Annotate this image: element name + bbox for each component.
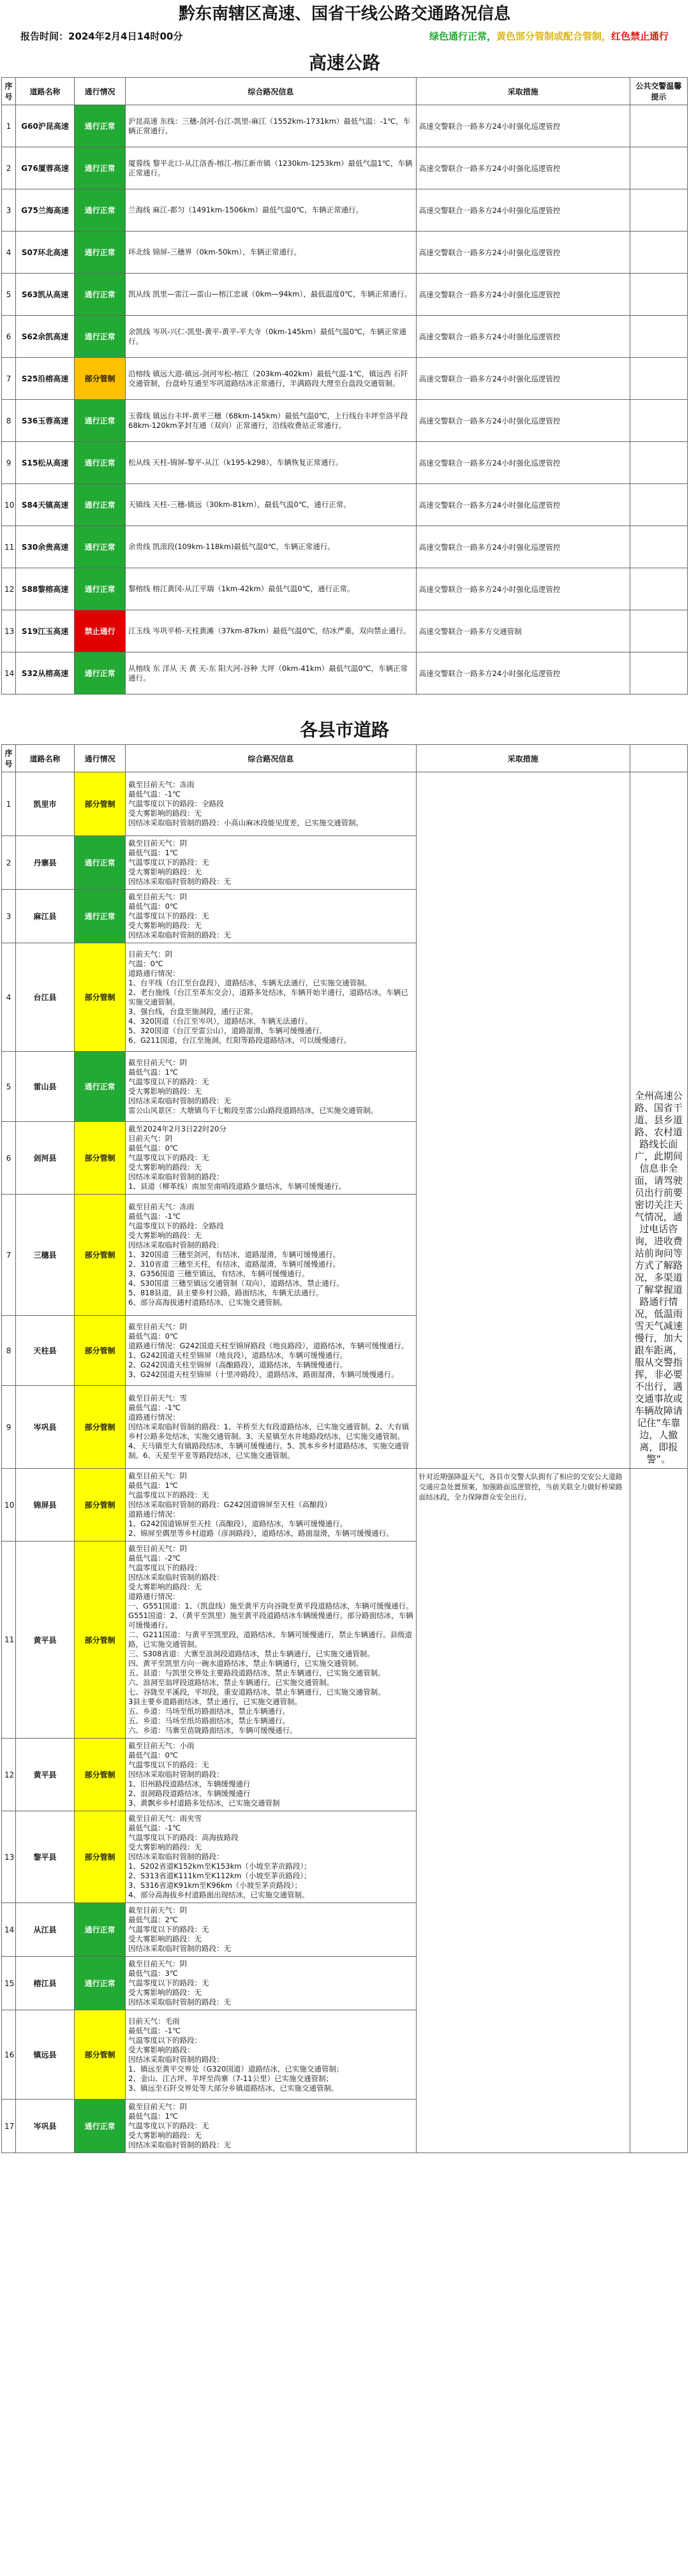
county-name: 凯里市	[16, 772, 75, 836]
status-badge: 通行正常	[75, 400, 126, 442]
road-info: 截至目前天气：雪 最低气温：-1℃ 道路通行情况： 因结冰采取临时管制的路段：1、羊桥至大有段道路结冰，已实施交通管制。2、大有镇乡村公路多处结冰，实施交通管制。3、天星镇至水井地路段结冰，已实施交通管制。4、天马镇至大有镇路段结冰，车辆可缓慢通行。5、凯本乡乡村道路结冰，实施交通管制。6、天星至平亚等路段结冰，已实施交通管制。	[126, 1386, 416, 1469]
road-info: 截至目前天气：阴 最低气温：3℃ 气温零度以下的路段：无 受大雾影响的路段：无 因结冰采取临时管制的路段：无	[126, 1957, 416, 2010]
road-info: 沿榕线 镇远大道-镇远-剑河岑松-榕江（203km-402km）最低气温-1℃，镇远西 石阡交通管制，台盘岭互通至岑巩道路结冰正常通行，半满路段大理至台盘段交通管制。	[126, 358, 416, 400]
road-info: 截至目前天气：阴 最低气温：0℃ 道路通行情况：G242国道天柱至锦屏路段（地良路段），道路结冰，车辆可缓慢通行。 1、G242国道天柱至锦屏（地良段），道路结冰，车辆可缓慢通行。 2、G242国道天柱至锦屏（高酿路段），道路结冰，车辆缓慢通行。 3、G242国道天柱至锦屏（十里冲路段），道路结冰，路面湿滑，车辆可缓慢通行。	[126, 1316, 416, 1386]
status-badge: 部分管制	[75, 1811, 126, 1903]
measure-text: 高速交警联合一路多方24小时强化巡逻管控	[416, 652, 630, 695]
measure-text: 高速交警联合一路多方24小时强化巡逻管控	[416, 316, 630, 358]
empty-cell	[630, 1469, 687, 2153]
county-measure	[416, 772, 630, 1469]
row-index: 8	[2, 1316, 16, 1386]
empty-cell	[630, 526, 687, 568]
row-index: 15	[2, 1957, 16, 2010]
status-badge: 通行正常	[75, 1903, 126, 1957]
measure-text: 高速交警联合一路多方24小时强化巡逻管控	[416, 358, 630, 400]
empty-cell	[630, 652, 687, 695]
table-row	[2, 484, 688, 526]
road-info: 截至目前天气：雨夹雪 最低气温：-1℃ 气温零度以下的路段：高海拔路段 受大雾影响的路段：无 因结冰采取临时管制的路段： 1、S202省道K152km至K153km（小坡至茅贡路段）； 2、S313省道K111km至K112km（小坡至茅贡路段）； 3、S316省道K91km至K96km（小坡至茅贡路段）； 4、部分高海拔乡村道路面出现结冰，已实施交通管制。	[126, 1811, 416, 1903]
column-header: 道路名称	[16, 745, 75, 772]
status-badge: 通行正常	[75, 484, 126, 526]
empty-cell	[630, 358, 687, 400]
measure-text: 高速交警联合一路多方24小时强化巡逻管控	[416, 274, 630, 316]
measure-text: 高速交警联合一路多方24小时强化巡逻管控	[416, 105, 630, 147]
table-row	[2, 1469, 688, 1542]
status-badge: 部分管制	[75, 772, 126, 836]
row-index: 11	[2, 1542, 16, 1739]
empty-cell	[630, 442, 687, 484]
county-name: 丹寨县	[16, 836, 75, 890]
table-row	[2, 568, 688, 610]
status-badge: 部分管制	[75, 1542, 126, 1739]
status-badge: 部分管制	[75, 1195, 126, 1316]
row-index: 7	[2, 1195, 16, 1316]
county-name: 黎平县	[16, 1811, 75, 1903]
row-index: 8	[2, 400, 16, 442]
road-info: 目前天气：毛雨 最低气温：-1℃ 气温零度以下的路段： 受大雾影响的路段： 因结冰采取临时管制的路段： 1、镇远至黄平交界处（G320国道）道路结冰，已实施交通管制； 2、金山、江古坪、羊坪至尚寨（7-11公里）已实施交通管制； 3、镇远至石阡交界处等大部分乡镇道路结冰，已实施交通管制。	[126, 2010, 416, 2100]
status-badge: 通行正常	[75, 147, 126, 189]
county-side-note: 针对近期强降温天气，各县市交警大队拥有了相应的交安公大道路交通应急处置预案，加强路面巡逻管控，当前关联全力做好桥梁路面结冰段，全力保障群众安全出行。	[416, 1469, 630, 2153]
row-index: 13	[2, 1811, 16, 1903]
column-header: 综合路况信息	[126, 78, 416, 105]
side-tip: 全州高速公路、国省干道、县乡道路、农村道路线长面广，此期间信息非全面，请驾驶员出行前要密切关注天气情况，通过电话咨询，进收费站前询问等方式了解路况，多渠道了解掌握道路通行情况，低温雨雪天气减速慢行，加大跟车距离，服从交警指挥，非必要不出行，遇交通事故或车辆故障请记住“车靠边，人撤离，即报警”。	[630, 772, 687, 1469]
row-index: 2	[2, 147, 16, 189]
status-badge: 部分管制	[75, 1739, 126, 1811]
status-badge: 通行正常	[75, 526, 126, 568]
row-index: 14	[2, 652, 16, 695]
road-name: S25沿榕高速	[16, 358, 75, 400]
column-header: 公共交警温馨提示	[630, 78, 687, 105]
road-info: 环北线 锦屏-三穗界（0km-50km），车辆正常通行。	[126, 232, 416, 274]
highway-table	[1, 77, 688, 695]
row-index: 2	[2, 836, 16, 890]
status-badge: 通行正常	[75, 568, 126, 610]
county-name: 岑巩县	[16, 2100, 75, 2153]
row-index: 7	[2, 358, 16, 400]
empty-cell	[630, 105, 687, 147]
empty-cell	[630, 610, 687, 652]
report-meta	[1, 26, 688, 47]
status-badge: 通行正常	[75, 1052, 126, 1122]
road-name: S88黎榕高速	[16, 568, 75, 610]
row-index: 4	[2, 943, 16, 1052]
row-index: 3	[2, 189, 16, 232]
empty-cell	[630, 400, 687, 442]
status-badge: 通行正常	[75, 274, 126, 316]
road-info: 余贵线 凯滚段(109km-118km)最低气温0℃，车辆正常通行。	[126, 526, 416, 568]
road-info: 截至目前天气：小雨 最低气温：0℃ 气温零度以下的路段：无 因结冰采取临时管制的路段： 1、旧州路段道路结冰，车辆缓慢通行 2、浪洞路段道路结冰，车辆缓慢通行 3、黄飘乡乡村道路多处结冰，已实施交通管制	[126, 1739, 416, 1811]
county-name: 黄平县	[16, 1739, 75, 1811]
county-name: 剑河县	[16, 1122, 75, 1195]
status-badge: 通行正常	[75, 189, 126, 232]
road-name: S84天镇高速	[16, 484, 75, 526]
table-row	[2, 442, 688, 484]
row-index: 9	[2, 442, 16, 484]
empty-cell	[630, 147, 687, 189]
table-row	[2, 400, 688, 442]
row-index: 1	[2, 772, 16, 836]
road-info: 从榕线 东 洋从 天 黄 天-东 阳大河-谷种 大坪（0km-41km）最低气温0℃，车辆正常通行。	[126, 652, 416, 695]
status-badge: 部分管制	[75, 2010, 126, 2100]
column-header: 采取措施	[416, 78, 630, 105]
row-index: 10	[2, 484, 16, 526]
status-badge: 部分管制	[75, 1122, 126, 1195]
column-header: 序号	[2, 78, 16, 105]
row-index: 11	[2, 526, 16, 568]
road-info: 江玉线 岑巩平桥-天柱黄滩（37km-87km）最低气温0℃，结冰严重，双向禁止通行。	[126, 610, 416, 652]
row-index: 3	[2, 890, 16, 943]
status-badge: 通行正常	[75, 316, 126, 358]
road-name: S30余贵高速	[16, 526, 75, 568]
road-info: 截至目前天气：阴 最低气温：1℃ 气温零度以下的路段：无 受大雾影响的路段：无 因结冰采取临时管制的路段：无	[126, 836, 416, 890]
table-row	[2, 526, 688, 568]
table-row	[2, 274, 688, 316]
row-index: 10	[2, 1469, 16, 1542]
road-info: 黎榕线 榕江黄冈-从江平瑞（1km-42km）最低气温0℃，通行正常。	[126, 568, 416, 610]
county-name: 三穗县	[16, 1195, 75, 1316]
legend-yellow: 黄色部分管制或配合管制，	[496, 31, 611, 42]
county-table-header	[2, 745, 688, 772]
road-name: S15松从高速	[16, 442, 75, 484]
road-name: G60沪昆高速	[16, 105, 75, 147]
status-badge: 通行正常	[75, 105, 126, 147]
table-row	[2, 147, 688, 189]
status-badge: 禁止通行	[75, 610, 126, 652]
road-info: 松从线 天柱-锦屏-黎平-从江（k195-k298），车辆恢复正常通行。	[126, 442, 416, 484]
county-name: 天柱县	[16, 1316, 75, 1386]
table-row	[2, 232, 688, 274]
status-badge: 部分管制	[75, 1316, 126, 1386]
column-header: 序号	[2, 745, 16, 772]
road-info: 截至目前天气：阴 最低气温：1℃ 气温零度以下的路段：无 受大雾影响的路段：无 因结冰采取临时管制的路段：无 雷公山风景区：大塘镇乌干七粮段至雷公山路段道路结冰，已实施交通管制。	[126, 1052, 416, 1122]
road-info: 沪昆高速 东线：三穗-剑河-台江-凯里-麻江（1552km-1731km）最低气温：-1℃，车辆正常通行。	[126, 105, 416, 147]
county-name: 麻江县	[16, 890, 75, 943]
road-info: 厦蓉线 黎平北口-从江洛香-榕江-榕江新市镇（1230km-1253km）最低气温1℃，车辆正常通行。	[126, 147, 416, 189]
status-badge: 通行正常	[75, 890, 126, 943]
highway-table-header	[2, 78, 688, 105]
table-row	[2, 105, 688, 147]
table-row	[2, 358, 688, 400]
row-index: 5	[2, 1052, 16, 1122]
measure-text: 高速交警联合一路多方24小时强化巡逻管控	[416, 232, 630, 274]
measure-text: 高速交警联合一路多方24小时强化巡逻管控	[416, 147, 630, 189]
empty-cell	[630, 484, 687, 526]
measure-text: 高速交警联合一路多方24小时强化巡逻管控	[416, 484, 630, 526]
status-badge: 通行正常	[75, 836, 126, 890]
row-index: 5	[2, 274, 16, 316]
column-header: 道路名称	[16, 78, 75, 105]
empty-cell	[630, 316, 687, 358]
measure-text: 高速交警联合一路多方24小时强化巡逻管控	[416, 400, 630, 442]
measure-text: 高速交警联合一路多方24小时强化巡逻管控	[416, 189, 630, 232]
row-index: 6	[2, 1122, 16, 1195]
county-name: 从江县	[16, 1903, 75, 1957]
road-name: S07环北高速	[16, 232, 75, 274]
road-info: 截至目前天气：阴 最低气温：2℃ 气温零度以下的路段：无 受大雾影响的路段：无 因结冰采取临时管制的路段：无	[126, 1903, 416, 1957]
row-index: 9	[2, 1386, 16, 1469]
road-info: 截至目前天气：阴 最低气温：0℃ 气温零度以下的路段：无 受大雾影响的路段：无 因结冰采取临时管制的路段：无	[126, 890, 416, 943]
road-info: 截至2024年2月3日22时20分 目前天气：阴 最低气温：0℃ 气温零度以下的路段：无 受大雾影响的路段：无 因结冰采取临时管制的路段： 1、县道（柳革线）南加至南哨段道路少量结冰，车辆可缓慢通行。	[126, 1122, 416, 1195]
county-name: 岑巩县	[16, 1386, 75, 1469]
empty-cell	[630, 568, 687, 610]
column-header: 通行情况	[75, 745, 126, 772]
status-badge: 部分管制	[75, 1386, 126, 1469]
column-header: 通行情况	[75, 78, 126, 105]
row-index: 17	[2, 2100, 16, 2153]
status-badge: 通行正常	[75, 1957, 126, 2010]
road-info: 截至目前天气：阴 最低气温：1℃ 气温零度以下的路段：无 因结冰采取临时管制的路段：G242国道锦屏至天柱（高酿段） 道路通行情况： 1、G242国道锦屏至天柱（高酿段），道路结冰，车辆可缓慢通行。 2、锦屏至偶里等乡村道路（彦洞路段），道路结冰，路面湿滑，车辆可缓慢通行。	[126, 1469, 416, 1542]
road-info: 玉蓉线 镇远台丰坪-黄平三穗（68km-145km）最低气温0℃，上行线台丰坪至洛平段68km-120km茅封互通（双向）正常通行，沿线收费站正常通行。	[126, 400, 416, 442]
row-index: 4	[2, 232, 16, 274]
road-name: G75兰海高速	[16, 189, 75, 232]
road-info: 截至目前天气：阴 最低气温：-2℃ 气温零度以下的路段： 因结冰采取临时管制的路段： 受大雾影响的路段：无 道路通行情况： 一、G551国道：1、（凯盘线）施至黄平方向谷陇至黄平段道路结冰，车辆可缓慢通行。G551国道：2、（黄平至凯里）施至黄平段道路结冰车辆缓慢通行。部分路面结冰，车辆可缓慢通行。 二、G211国道：与黄平至凯里段，道路结冰，车辆可缓慢通行，禁止车辆通行。县级道路，已实施交通管制。 三、S308省道：大寨至浪洞段道路结冰，禁止车辆通行，已实施交通管制。 四、黄平至凯里方向一碗水道路结冰，禁止车辆通行，已实施交通管制。 五、县道：与凯里交界处主要路段道路结冰，禁止车辆通行，已实施交通管制。 六、浪洞至翁坪段道路结冰，禁止车辆通行，已实施交通管制。 七、谷陇至平溪段，平坝段，重安道路结冰，禁止车辆通行，已实施交通管制。 3县主要乡道路面结冰，禁止通行，已实施交通管制。 五、乡道：马场至纸坊路面结冰，禁止车辆通行。 五、乡道：马场至纸坊路面结冰，禁止车辆通行。 六、乡道：马寨至苗陇路面结冰，车辆可缓慢通行。	[126, 1542, 416, 1739]
empty-cell	[630, 274, 687, 316]
empty-cell	[630, 232, 687, 274]
status-badge: 通行正常	[75, 442, 126, 484]
status-badge: 通行正常	[75, 232, 126, 274]
status-badge: 部分管制	[75, 1469, 126, 1542]
column-header	[630, 745, 687, 772]
road-info: 余凯线 岑巩-兴仁-凯里-黄平-黄平-平大寺（0km-145km）最低气温0℃，车辆正常通行。	[126, 316, 416, 358]
status-badge: 通行正常	[75, 2100, 126, 2153]
report-time: 报告时间：2024年2月4日14时00分	[20, 31, 183, 42]
table-row	[2, 189, 688, 232]
road-name: S62余凯高速	[16, 316, 75, 358]
table-row	[2, 316, 688, 358]
county-section-title: 各县市道路	[299, 719, 389, 740]
status-badge: 通行正常	[75, 652, 126, 695]
measure-text: 高速交警联合一路多方24小时强化巡逻管控	[416, 568, 630, 610]
road-info: 截至目前天气：阴 最低气温：1℃ 气温零度以下的路段：无 受大雾影响的路段：无 因结冰采取临时管制的路段：无	[126, 2100, 416, 2153]
row-index: 1	[2, 105, 16, 147]
county-name: 镇远县	[16, 2010, 75, 2100]
row-index: 16	[2, 2010, 16, 2100]
table-row	[2, 772, 688, 836]
road-name: G76厦蓉高速	[16, 147, 75, 189]
road-info: 凯从线 凯里—雷江—雷山—榕江忠诚（0km—94km），最低温度0℃，车辆正常通行。	[126, 274, 416, 316]
road-info: 截至目前天气：冻雨 最低气温：-1℃ 气温零度以下的路段：全路段 受大雾影响的路段：无 因结冰采取临时管制的路段： 1、320国道 三穗至剑河，有结冰，道路湿滑，车辆可缓慢通行。 2、310省道 三穗至天柱，有结冰，道路湿滑，车辆可缓慢通行。 3、G356国道 三穗至镇远，有结冰，车辆可缓慢通行。 4、S30国道 三穗至镇远交通管制（双向），道路结冰，禁止通行。 5、818县道，县主要乡村公路，路面结冰，车辆无法通行。 6、部分高海拔通村道路结冰，已实施交通管制。	[126, 1195, 416, 1316]
road-name: S32从榕高速	[16, 652, 75, 695]
county-table	[1, 744, 688, 2153]
county-name: 雷山县	[16, 1052, 75, 1122]
road-info: 兰海线 麻江-都匀（1491km-1506km）最低气温0℃，车辆正常通行。	[126, 189, 416, 232]
row-index: 12	[2, 568, 16, 610]
status-badge: 部分管制	[75, 358, 126, 400]
county-name: 黄平县	[16, 1542, 75, 1739]
legend-green: 绿色通行正常，	[429, 31, 496, 42]
county-name: 榕江县	[16, 1957, 75, 2010]
measure-text: 高速交警联合一路多方24小时强化巡逻管控	[416, 442, 630, 484]
status-legend	[429, 29, 669, 43]
legend-red: 红色禁止通行	[611, 31, 669, 42]
status-badge: 部分管制	[75, 943, 126, 1052]
table-row	[2, 652, 688, 695]
column-header: 综合路况信息	[126, 745, 416, 772]
column-header: 采取措施	[416, 745, 630, 772]
row-index: 6	[2, 316, 16, 358]
row-index: 12	[2, 1739, 16, 1811]
road-name: S36玉蓉高速	[16, 400, 75, 442]
highway-section-title: 高速公路	[308, 52, 380, 73]
road-info: 目前天气：阴 气温：0℃ 道路通行情况： 1、台平线（台江至台盘段），道路结冰，车辆无法通行，已实施交通管制。 2、老台施线（台江至革东交会），道路多处结冰，车辆开始半通行，道路结冰，车辆已实施交通管制。 3、强台线，台盘至施洞段，通行正常。 4、320国道（台江至岑巩），道路结冰，车辆无法通行。 5、320国道（台江至雷公山），道路湿滑，车辆可缓慢通行。 6、G211国道，台江至施洞，红阳等路段道路结冰，可以缓慢通行。	[126, 943, 416, 1052]
road-name: S63凯从高速	[16, 274, 75, 316]
report-title: 黔东南辖区高速、国省干线公路交通路况信息	[178, 4, 510, 24]
county-name: 锦屏县	[16, 1469, 75, 1542]
measure-text: 高速交警联合一路多方24小时强化巡逻管控	[416, 526, 630, 568]
road-name: S19江玉高速	[16, 610, 75, 652]
row-index: 14	[2, 1903, 16, 1957]
empty-cell	[630, 189, 687, 232]
measure-text: 高速交警联合一路多方交通管制	[416, 610, 630, 652]
road-info: 天镇线 天柱-三穗-镇远（30km-81km），最低气温0℃，通行正常。	[126, 484, 416, 526]
county-name: 台江县	[16, 943, 75, 1052]
road-info: 截至目前天气：冻雨 最低气温：-1℃ 气温零度以下的路段：全路段 受大雾影响的路段：无 因结冰采取临时管制的路段：小高山麻冰段能见度差，已实施交通管制。	[126, 772, 416, 836]
row-index: 13	[2, 610, 16, 652]
table-row	[2, 610, 688, 652]
